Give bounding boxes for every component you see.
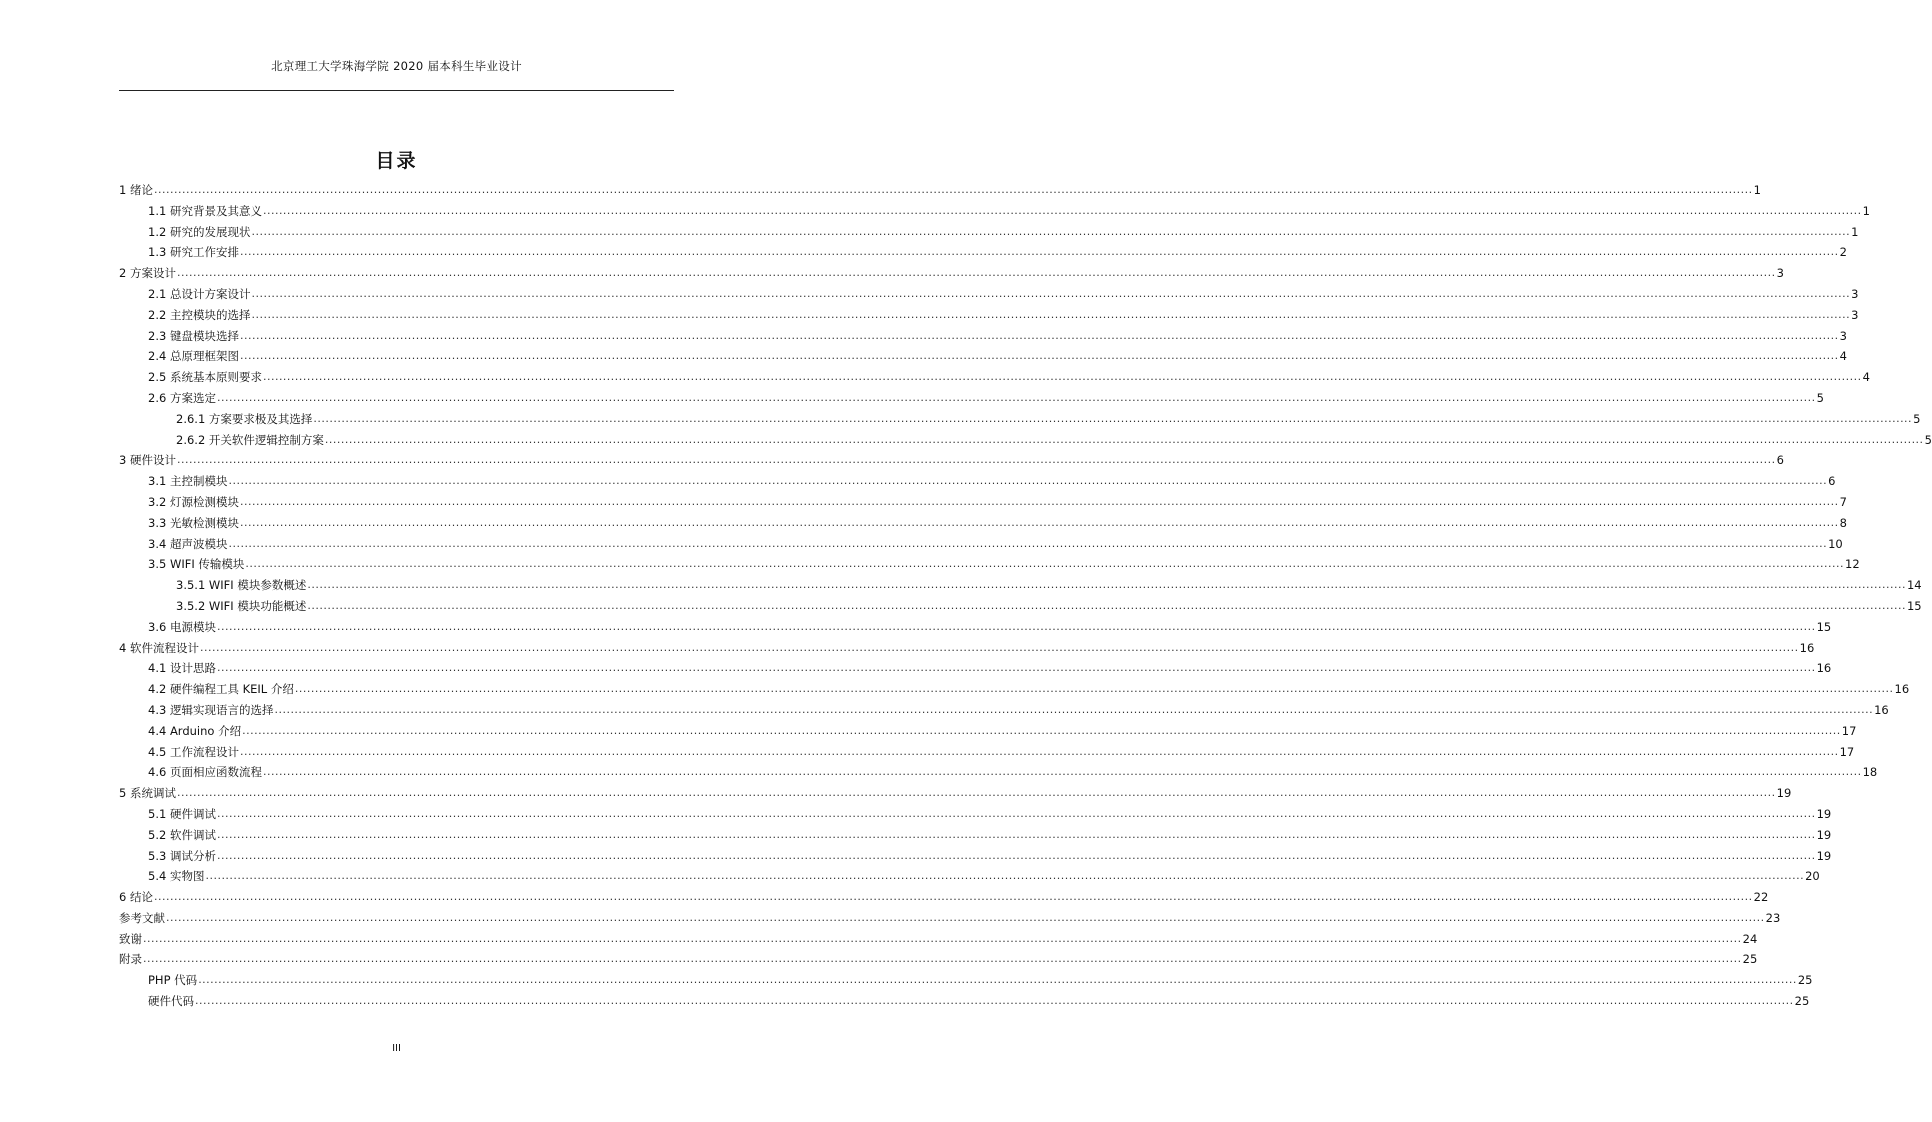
toc-entry-label: 2.5 系统基本原则要求: [148, 370, 262, 385]
toc-dot-leader: ................................................................................................................................................................................................................................................................................................................................................................................................................: [324, 432, 1924, 446]
toc-entry-page: 15: [1906, 598, 1922, 613]
toc-entry[interactable]: [119, 534, 1843, 555]
toc-dot-leader: ................................................................................................................................................................................................................................................................................................................................................................................................................: [239, 245, 1839, 259]
toc-entry-page: 6: [1828, 474, 1836, 489]
toc-entry-page: 3: [1851, 307, 1859, 322]
toc-entry-label: 3.4 超声波模块: [148, 536, 228, 551]
toc-title: 目录: [375, 150, 418, 172]
toc-entry[interactable]: [119, 180, 1761, 201]
toc-entry-label: 2.6.1 方案要求极及其选择: [176, 411, 313, 426]
toc-entry-page: 12: [1845, 557, 1860, 572]
toc-entry-label: 6 结论: [119, 890, 153, 905]
toc-dot-leader: ................................................................................................................................................................................................................................................................................................................................................................................................................: [205, 869, 1805, 883]
toc-entry-page: 17: [1839, 744, 1855, 759]
toc-entry-page: 19: [1816, 806, 1832, 821]
toc-entry[interactable]: [119, 825, 1832, 846]
toc-entry-label: 2 方案设计: [119, 266, 176, 281]
toc-dot-leader: ................................................................................................................................................................................................................................................................................................................................................................................................................: [228, 474, 1828, 488]
toc-entry-label: 3.6 电源模块: [148, 619, 216, 634]
toc-entry[interactable]: [119, 866, 1820, 887]
toc-entry[interactable]: [119, 991, 1810, 1012]
toc-entry[interactable]: [119, 305, 1859, 326]
toc-dot-leader: ................................................................................................................................................................................................................................................................................................................................................................................................................: [239, 328, 1839, 342]
toc-dot-leader: ................................................................................................................................................................................................................................................................................................................................................................................................................: [153, 890, 1753, 904]
toc-entry-page: 25: [1742, 952, 1758, 967]
toc-entry-page: 6: [1776, 453, 1784, 468]
toc-entry-page: 19: [1816, 827, 1832, 842]
toc-entry-page: 3: [1839, 328, 1847, 343]
toc-entry-label: 5.4 实物图: [148, 869, 205, 884]
toc-entry-page: 5: [1924, 432, 1932, 447]
toc-entry-label: 4.1 设计思路: [148, 661, 216, 676]
toc-entry-label: 4.5 工作流程设计: [148, 744, 239, 759]
toc-entry[interactable]: [119, 658, 1832, 679]
toc-entry[interactable]: [119, 222, 1859, 243]
toc-dot-leader: ................................................................................................................................................................................................................................................................................................................................................................................................................: [153, 183, 1753, 196]
toc-entry-page: 22: [1753, 890, 1769, 905]
toc-dot-leader: ................................................................................................................................................................................................................................................................................................................................................................................................................: [307, 598, 1906, 612]
toc-entry-label: 附录: [119, 952, 142, 967]
toc-entry-label: 4 软件流程设计: [119, 640, 199, 655]
toc-entry-label: 3.1 主控制模块: [148, 474, 228, 489]
toc-entry[interactable]: [119, 575, 1922, 596]
toc-entry-page: 8: [1839, 515, 1847, 530]
toc-entry[interactable]: [119, 554, 1860, 575]
toc-dot-leader: ................................................................................................................................................................................................................................................................................................................................................................................................................: [251, 286, 1851, 300]
toc-entry[interactable]: [119, 346, 1847, 367]
toc-dot-leader: ................................................................................................................................................................................................................................................................................................................................................................................................................: [216, 806, 1816, 820]
toc-entry[interactable]: [119, 242, 1847, 263]
toc-entry-label: 3.5.2 WIFI 模块功能概述: [176, 598, 307, 613]
toc-entry-page: 16: [1816, 661, 1832, 676]
toc-entry-label: 4.6 页面相应函数流程: [148, 765, 262, 780]
toc-entry-label: 1.3 研究工作安排: [148, 245, 239, 260]
toc-dot-leader: ................................................................................................................................................................................................................................................................................................................................................................................................................: [228, 536, 1828, 550]
toc-dot-leader: ................................................................................................................................................................................................................................................................................................................................................................................................................: [251, 224, 1851, 238]
toc-entry-page: 25: [1797, 973, 1813, 988]
table-of-contents: [119, 180, 1932, 1012]
toc-entry[interactable]: [119, 409, 1921, 430]
toc-entry[interactable]: [119, 762, 1878, 783]
toc-entry-label: 5 系统调试: [119, 786, 176, 801]
toc-entry[interactable]: [119, 929, 1758, 950]
toc-dot-leader: ................................................................................................................................................................................................................................................................................................................................................................................................................: [239, 349, 1839, 363]
toc-entry[interactable]: [119, 638, 1815, 659]
toc-dot-leader: ................................................................................................................................................................................................................................................................................................................................................................................................................: [143, 952, 1742, 966]
toc-dot-leader: ................................................................................................................................................................................................................................................................................................................................................................................................................: [262, 765, 1862, 779]
toc-entry-label: 5.1 硬件调试: [148, 806, 216, 821]
toc-entry[interactable]: [119, 513, 1847, 534]
toc-entry-page: 14: [1906, 578, 1922, 593]
toc-entry[interactable]: [119, 596, 1922, 617]
toc-entry-label: 2.1 总设计方案设计: [148, 286, 251, 301]
toc-dot-leader: ................................................................................................................................................................................................................................................................................................................................................................................................................: [166, 910, 1765, 924]
toc-entry-page: 15: [1816, 619, 1832, 634]
toc-entry-label: 5.3 调试分析: [148, 848, 216, 863]
toc-entry-page: 4: [1862, 370, 1870, 385]
toc-entry-page: 7: [1839, 494, 1847, 509]
toc-entry-page: 16: [1799, 640, 1815, 655]
toc-dot-leader: ................................................................................................................................................................................................................................................................................................................................................................................................................: [294, 682, 1894, 696]
toc-entry-label: 4.4 Arduino 介绍: [148, 723, 242, 738]
toc-dot-leader: ................................................................................................................................................................................................................................................................................................................................................................................................................: [198, 973, 1797, 987]
toc-dot-leader: ................................................................................................................................................................................................................................................................................................................................................................................................................: [313, 411, 1913, 425]
toc-entry-page: 10: [1828, 536, 1843, 551]
toc-entry[interactable]: [119, 804, 1832, 825]
toc-entry-label: 2.6 方案选定: [148, 390, 216, 405]
toc-entry-page: 5: [1816, 390, 1824, 405]
toc-entry-page: 5: [1913, 411, 1921, 426]
toc-entry-page: 18: [1862, 765, 1878, 780]
toc-entry[interactable]: [119, 949, 1758, 970]
toc-entry-page: 16: [1894, 682, 1910, 697]
toc-dot-leader: ................................................................................................................................................................................................................................................................................................................................................................................................................: [239, 515, 1839, 529]
toc-entry-page: 19: [1816, 848, 1832, 863]
toc-entry-label: PHP 代码: [148, 973, 198, 988]
header-rule: [119, 90, 674, 91]
toc-entry-page: 20: [1805, 869, 1820, 884]
toc-entry-page: 3: [1851, 286, 1859, 301]
toc-entry-label: 1.1 研究背景及其意义: [148, 203, 262, 218]
toc-entry[interactable]: [119, 783, 1792, 804]
toc-dot-leader: ................................................................................................................................................................................................................................................................................................................................................................................................................: [216, 661, 1816, 675]
toc-dot-leader: ................................................................................................................................................................................................................................................................................................................................................................................................................: [239, 494, 1839, 508]
toc-entry-label: 参考文献: [119, 910, 165, 925]
toc-entry-page: 2: [1839, 245, 1847, 260]
toc-dot-leader: ................................................................................................................................................................................................................................................................................................................................................................................................................: [274, 702, 1874, 716]
toc-entry-page: 1: [1862, 203, 1870, 218]
toc-entry[interactable]: [119, 430, 1932, 451]
toc-entry-label: 1.2 研究的发展现状: [148, 224, 251, 239]
toc-entry-page: 16: [1874, 702, 1889, 717]
toc-entry-page: 1: [1851, 224, 1859, 239]
toc-dot-leader: ................................................................................................................................................................................................................................................................................................................................................................................................................: [239, 744, 1839, 758]
toc-dot-leader: ................................................................................................................................................................................................................................................................................................................................................................................................................: [245, 557, 1845, 571]
toc-entry[interactable]: [119, 263, 1784, 284]
toc-entry[interactable]: [119, 617, 1832, 638]
toc-entry-page: 17: [1841, 723, 1857, 738]
toc-entry-label: 3.2 灯源检测模块: [148, 494, 239, 509]
toc-dot-leader: ................................................................................................................................................................................................................................................................................................................................................................................................................: [216, 619, 1816, 633]
toc-entry[interactable]: [119, 326, 1847, 347]
toc-entry-label: 2.6.2 开关软件逻辑控制方案: [176, 432, 324, 447]
toc-entry-page: 25: [1794, 994, 1810, 1009]
toc-dot-leader: ................................................................................................................................................................................................................................................................................................................................................................................................................: [176, 786, 1776, 800]
toc-entry[interactable]: [119, 742, 1855, 763]
toc-entry[interactable]: [119, 367, 1870, 388]
toc-entry-page: 24: [1742, 931, 1758, 946]
toc-entry-label: 4.3 逻辑实现语言的选择: [148, 702, 274, 717]
toc-entry-label: 3 硬件设计: [119, 453, 176, 468]
toc-entry-label: 4.2 硬件编程工具 KEIL 介绍: [148, 682, 294, 697]
toc-entry-page: 3: [1776, 266, 1784, 281]
toc-entry[interactable]: [119, 450, 1784, 471]
toc-entry[interactable]: [119, 284, 1859, 305]
toc-dot-leader: ................................................................................................................................................................................................................................................................................................................................................................................................................: [199, 640, 1799, 654]
toc-dot-leader: ................................................................................................................................................................................................................................................................................................................................................................................................................: [143, 931, 1742, 945]
toc-entry-label: 2.2 主控模块的选择: [148, 307, 251, 322]
toc-dot-leader: ................................................................................................................................................................................................................................................................................................................................................................................................................: [251, 307, 1851, 321]
page-number: III: [392, 1043, 401, 1054]
toc-entry-label: 3.5 WIFI 传输模块: [148, 557, 245, 572]
toc-dot-leader: ................................................................................................................................................................................................................................................................................................................................................................................................................: [262, 203, 1862, 217]
toc-entry-label: 1 绪论: [119, 183, 153, 197]
toc-entry-page: 23: [1765, 910, 1781, 925]
toc-entry[interactable]: [119, 908, 1781, 929]
toc-dot-leader: ................................................................................................................................................................................................................................................................................................................................................................................................................: [262, 370, 1862, 384]
toc-dot-leader: ................................................................................................................................................................................................................................................................................................................................................................................................................: [242, 723, 1841, 737]
toc-entry-page: 4: [1839, 349, 1847, 364]
toc-entry-label: 3.3 光敏检测模块: [148, 515, 239, 530]
toc-entry[interactable]: [119, 700, 1889, 721]
toc-dot-leader: ................................................................................................................................................................................................................................................................................................................................................................................................................: [216, 848, 1816, 862]
toc-dot-leader: ................................................................................................................................................................................................................................................................................................................................................................................................................: [195, 994, 1794, 1008]
toc-dot-leader: ................................................................................................................................................................................................................................................................................................................................................................................................................: [176, 266, 1776, 280]
toc-dot-leader: ................................................................................................................................................................................................................................................................................................................................................................................................................: [216, 390, 1816, 404]
toc-entry-label: 2.3 键盘模块选择: [148, 328, 239, 343]
toc-entry[interactable]: [119, 846, 1832, 867]
toc-entry[interactable]: [119, 471, 1836, 492]
toc-entry[interactable]: [119, 721, 1857, 742]
toc-entry[interactable]: [119, 970, 1813, 991]
toc-entry-label: 2.4 总原理框架图: [148, 349, 239, 364]
toc-entry-label: 致谢: [119, 931, 142, 946]
toc-entry-page: 1: [1753, 183, 1761, 197]
toc-entry[interactable]: [119, 679, 1910, 700]
toc-entry-label: 硬件代码: [148, 994, 194, 1009]
toc-dot-leader: ................................................................................................................................................................................................................................................................................................................................................................................................................: [216, 827, 1816, 841]
toc-entry[interactable]: [119, 492, 1847, 513]
toc-dot-leader: ................................................................................................................................................................................................................................................................................................................................................................................................................: [176, 453, 1776, 467]
toc-entry[interactable]: [119, 388, 1824, 409]
toc-entry-page: 19: [1776, 786, 1792, 801]
toc-entry[interactable]: [119, 887, 1769, 908]
toc-entry[interactable]: [119, 201, 1870, 222]
toc-dot-leader: ................................................................................................................................................................................................................................................................................................................................................................................................................: [307, 578, 1906, 592]
toc-entry-label: 5.2 软件调试: [148, 827, 216, 842]
toc-entry-label: 3.5.1 WIFI 模块参数概述: [176, 578, 307, 593]
running-header: 北京理工大学珠海学院 2020 届本科生毕业设计: [271, 59, 522, 73]
